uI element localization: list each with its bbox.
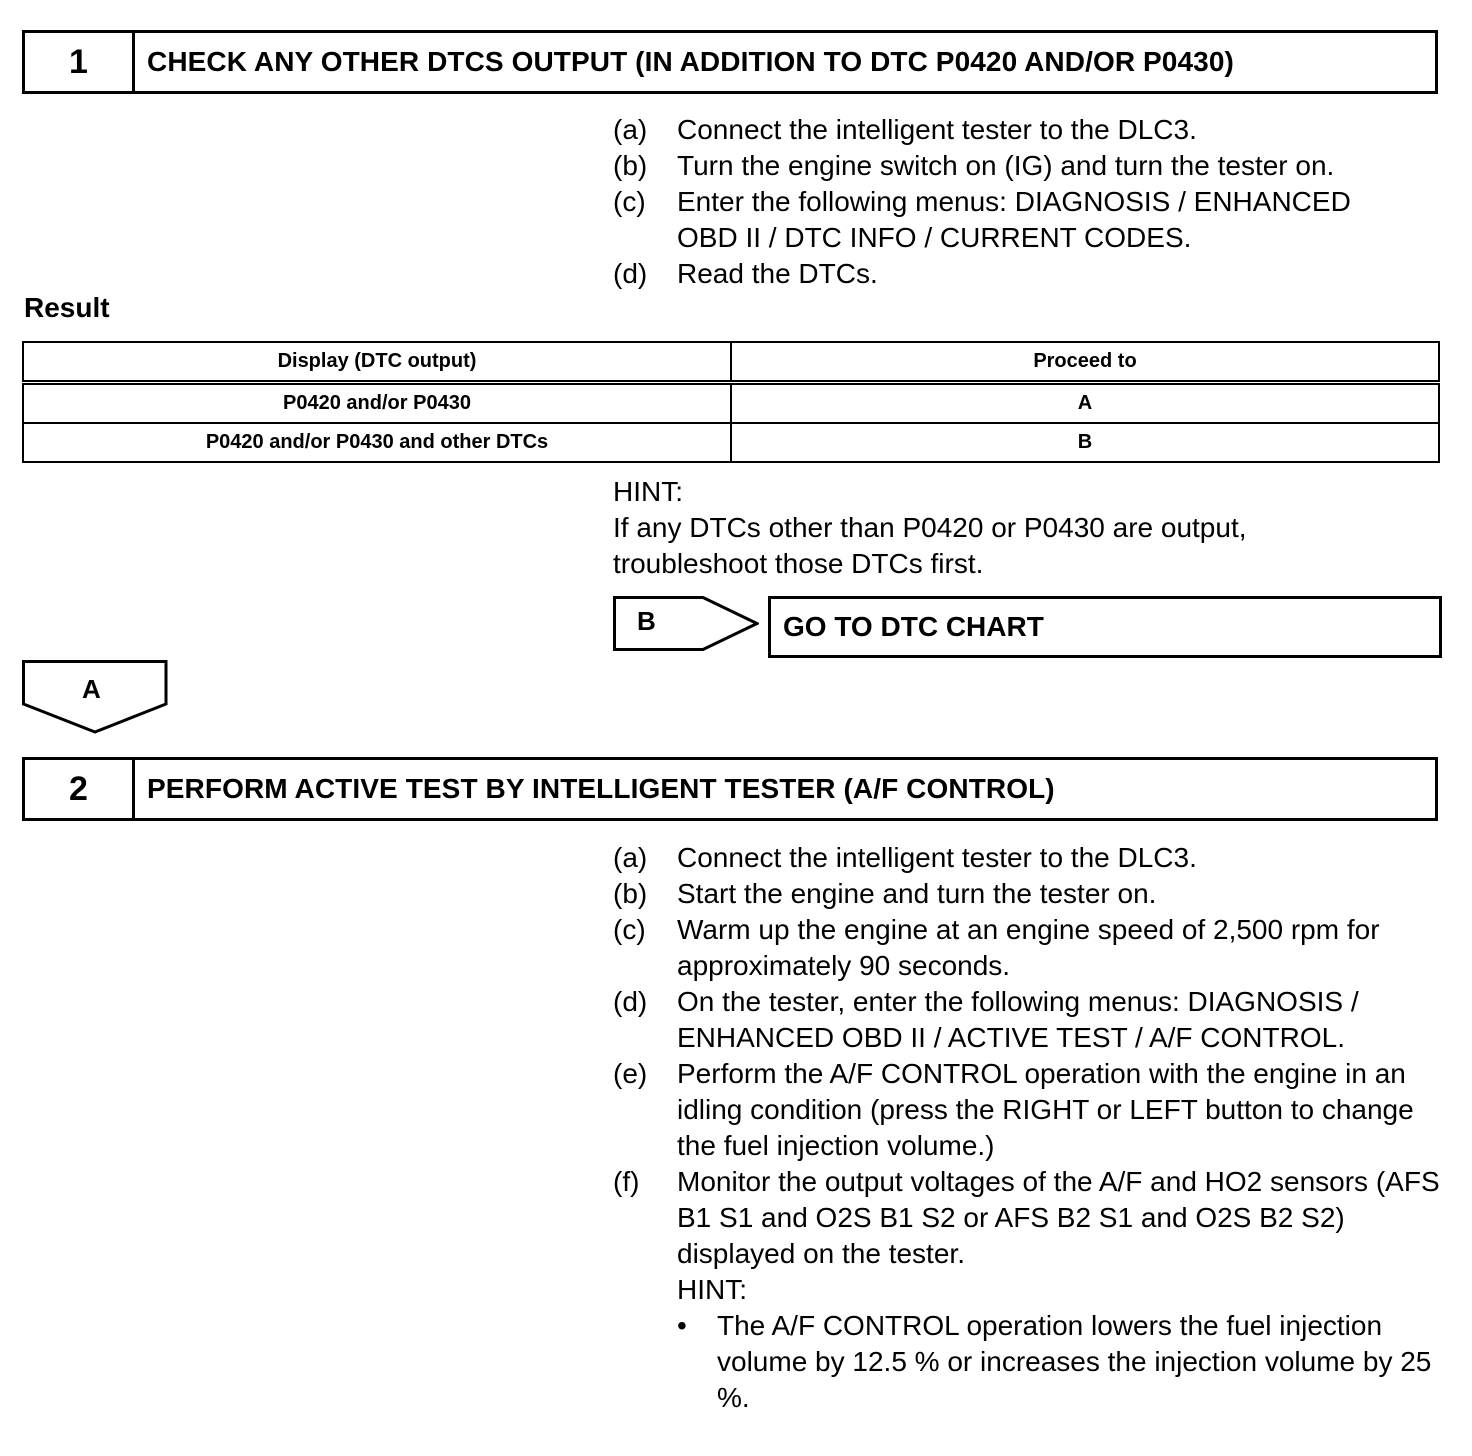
instruction-item xyxy=(613,1056,1443,1164)
hint-text: If any DTCs other than P0420 or P0430 are output, troubleshoot those DTCs first. xyxy=(613,512,1247,579)
go-to-dtc-chart-box[interactable]: GO TO DTC CHART xyxy=(768,596,1442,658)
item-label: (f) xyxy=(613,1166,640,1197)
branch-a-label: A xyxy=(82,674,101,704)
instruction-item xyxy=(613,876,1443,912)
instruction-item xyxy=(613,256,1443,292)
item-label: (a) xyxy=(613,114,648,145)
item-text: On the tester, enter the following menus: DIAGNOSIS / ENHANCED OBD II / ACTIVE TEST / A/F CONTROL. xyxy=(677,986,1359,1053)
item-text: Perform the A/F CONTROL operation with the engine in an idling condition (press the RIGHT or LEFT button to change the fuel injection volume.) xyxy=(677,1058,1414,1161)
arrow-right-icon xyxy=(613,596,759,651)
item-text: Connect the intelligent tester to the DLC3. xyxy=(677,114,1197,145)
step-2-title: PERFORM ACTIVE TEST BY INTELLIGENT TESTER (A/F CONTROL) xyxy=(147,773,1055,804)
table-row xyxy=(23,423,1439,462)
item-label: (c) xyxy=(613,186,646,217)
step-2-instructions xyxy=(613,840,1443,1416)
instruction-item xyxy=(613,112,1443,148)
branch-a-arrow[interactable] xyxy=(22,660,168,734)
item-text: Connect the intelligent tester to the DLC3. xyxy=(677,842,1197,873)
step-1-hint xyxy=(613,474,1333,582)
table-cell: B xyxy=(731,423,1439,462)
column-header: Proceed to xyxy=(731,342,1439,383)
item-text: Start the engine and turn the tester on. xyxy=(677,878,1157,909)
step-1-title: CHECK ANY OTHER DTCS OUTPUT (IN ADDITION TO DTC P0420 AND/OR P0430) xyxy=(147,46,1234,77)
item-label: (b) xyxy=(613,150,648,181)
branch-b-label: B xyxy=(637,606,656,636)
step-1-instructions xyxy=(613,112,1443,292)
instruction-item xyxy=(613,1164,1443,1416)
result-table xyxy=(22,341,1440,463)
table-row xyxy=(23,383,1439,424)
instruction-item xyxy=(613,840,1443,876)
item-text: Turn the engine switch on (IG) and turn the tester on. xyxy=(677,150,1335,181)
item-label: (d) xyxy=(613,258,648,289)
item-label: (a) xyxy=(613,842,648,873)
hint-title: HINT: xyxy=(677,1274,747,1305)
instruction-item xyxy=(613,984,1443,1056)
table-cell: A xyxy=(731,383,1439,424)
result-label: Result xyxy=(24,292,110,323)
table-cell: P0420 and/or P0430 and other DTCs xyxy=(23,423,731,462)
hint-bullet-text: The A/F CONTROL operation lowers the fuel injection volume by 12.5 % or increases the injection volume by 25 %. xyxy=(717,1310,1432,1413)
bullet-icon: • xyxy=(677,1310,687,1341)
step-2-number: 2 xyxy=(25,760,135,818)
table-cell: P0420 and/or P0430 xyxy=(23,383,731,424)
hint-title: HINT: xyxy=(613,476,683,507)
instruction-item xyxy=(613,184,1443,256)
step-2-header xyxy=(22,757,1438,821)
item-label: (b) xyxy=(613,878,648,909)
step-1-header xyxy=(22,30,1438,94)
branch-b-arrow[interactable] xyxy=(613,596,759,651)
item-text: Monitor the output voltages of the A/F and HO2 sensors (AFS B1 S1 and O2S B1 S2 or AFS B2 S1 and O2S B2 S2) displayed on the tester. xyxy=(677,1166,1440,1269)
item-label: (e) xyxy=(613,1058,648,1089)
instruction-item xyxy=(613,912,1443,984)
table-header-row xyxy=(23,342,1439,383)
step-1-number: 1 xyxy=(25,33,135,91)
item-text: Read the DTCs. xyxy=(677,258,878,289)
item-label: (c) xyxy=(613,914,646,945)
column-header: Display (DTC output) xyxy=(23,342,731,383)
instruction-item xyxy=(613,148,1443,184)
item-label: (d) xyxy=(613,986,648,1017)
hint-bullet xyxy=(677,1308,1443,1416)
item-text: Warm up the engine at an engine speed of 2,500 rpm for approximately 90 seconds. xyxy=(677,914,1380,981)
item-text: Enter the following menus: DIAGNOSIS / ENHANCED OBD II / DTC INFO / CURRENT CODES. xyxy=(677,186,1351,253)
